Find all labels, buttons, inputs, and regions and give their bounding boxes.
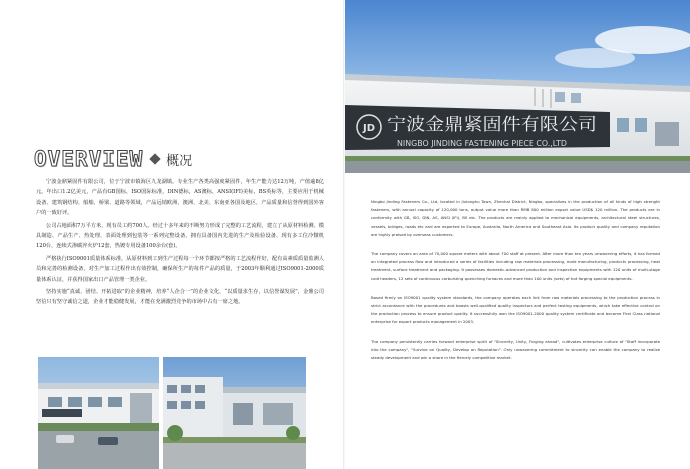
overview-heading <box>34 146 192 172</box>
cn-paragraph: 公司占地面积7万平方米，现有员工约700人。经过十多年来的不断努力形成了完整的工艺流程，建立了从原材料检测、模具制造、产品生产、热处理、表面处理到包装等一系列完整设备，拥有具备国内先进的生产及检验设备，现有多工位冷镦机120台，连续式渗碳淬火炉12套，热镀专用设备100余台(套)。 <box>36 222 324 250</box>
cn-paragraph: 严格执行ISO9001质量体系标准，从原材料到工到生产过程每一个环节都按严格的工艺流程作好，配有高素质质量监测人员和完善的检测设备，对生产加工过程作出有效控制，确保所生产的每件产品的质量，于2003年顺利通过ISO9001-2000质量体系认证，并获得国家出口产品管理一类企业。 <box>36 255 324 283</box>
factory-exterior-image <box>38 357 159 469</box>
svg-text:JD: JD <box>362 123 376 134</box>
en-paragraph: The company persistently carries forward enterprise spirit of "Sincerity, Unity, Forging ahead", cultivates enterprise culture of "Staff incorporate into the company", "Survive on Quality, Develop on Reputation". Only unwavering commitment to sincerity can enable the company to realize steady development and win a share in the fiercely competitive market. <box>371 338 660 361</box>
factory-building-image <box>345 0 690 173</box>
en-paragraph: The company covers an area of 70,000 square meters with about 700 staff at present. After more than ten years unwavering efforts, it has formed an integrated process flow and introduced a series of facilities including raw materials processing, mold manufacturing, products processing, heat treatment, surface treatment and packaging. It possesses domestic-advanced production and inspection equipments with 120 units of multi-stage cold headers, 12 sets of continuous carburizing quenching furnaces and more than 100 units (sets) of hot forging special equipments. <box>371 251 660 281</box>
diamond-icon <box>149 153 160 164</box>
en-paragraph: Ningbo Jinding Fasteners Co., Ltd, located in Jiulonghu Town, Zhenhai District, Ningbo, specializes in the production of all kinds of high strength fasteners, with annual capacity of 120,000 tons, output value more than RMB 800 million export value USD$ 120 million. The products are in conformity with GB, ISO, DIN, AS, ANSI (IFI), BS etc. The products are mainly applied to mechanical equipments, architectural steel structures, vessels, bridges, roads etc and are exported to Europe, Australia, North America and Southeast Asia. Its product quality and company reputation are highly praised by overseas customers. <box>371 199 660 237</box>
cn-paragraph: 坚持实施“真诚、团结、开拓进取”的企业精神，培养“人企合一”的企业文化，“以质量求生存，以信誉谋发展”，金鼎公司坚信只有坚守诚信之道，企业才能稳健发展，才能在充满激烈竞争的市场中占有一席之地。 <box>36 289 324 306</box>
english-text-body <box>371 198 660 373</box>
factory-building-photo <box>345 0 690 173</box>
building-sign-cn: 宁波金鼎紧固件有限公司 <box>387 115 597 135</box>
overview-title-en: OVERVIEW <box>34 147 144 171</box>
cn-paragraph: 宁波金鼎紧固件有限公司，位于宁波市镇海区九龙湖镇。专业生产各类高强度紧固件，年生产能力达12万吨，产值逾8亿元。年出口1.2亿美元，产品有GB国标，ISO国际标准，DIN德标，AS澳标，ANSI(IFI)美标，BS英标等，主要应用于机械设备、建筑钢结构、船舶、桥梁、道路等领域，产品远销欧洲、澳洲、北美、东南亚各国及地区，产品质量和信誉得到国外客户的一致好评。 <box>36 179 324 217</box>
en-paragraph: Based firmly on ISO9001 quality system standards, the company operates each link from raw materials processing to the production process in strict accordance with the procedures and boasts well-qualified quality inspectors and perfect testing equipments, which take effective control on the production process to ensure product quality. It successfully won the ISO9001-2000 quality system certificate and became First Class national enterprise for export products management in 2003. <box>371 294 660 325</box>
chinese-text-body <box>36 177 324 310</box>
factory-courtyard-photo <box>163 357 306 469</box>
factory-exterior-photo <box>38 357 159 469</box>
overview-title-cn: 概况 <box>166 153 193 169</box>
building-sign-en: NINGBO JINDING FASTENING PIECE CO.,LTD <box>397 139 567 148</box>
factory-courtyard-image <box>163 357 306 469</box>
